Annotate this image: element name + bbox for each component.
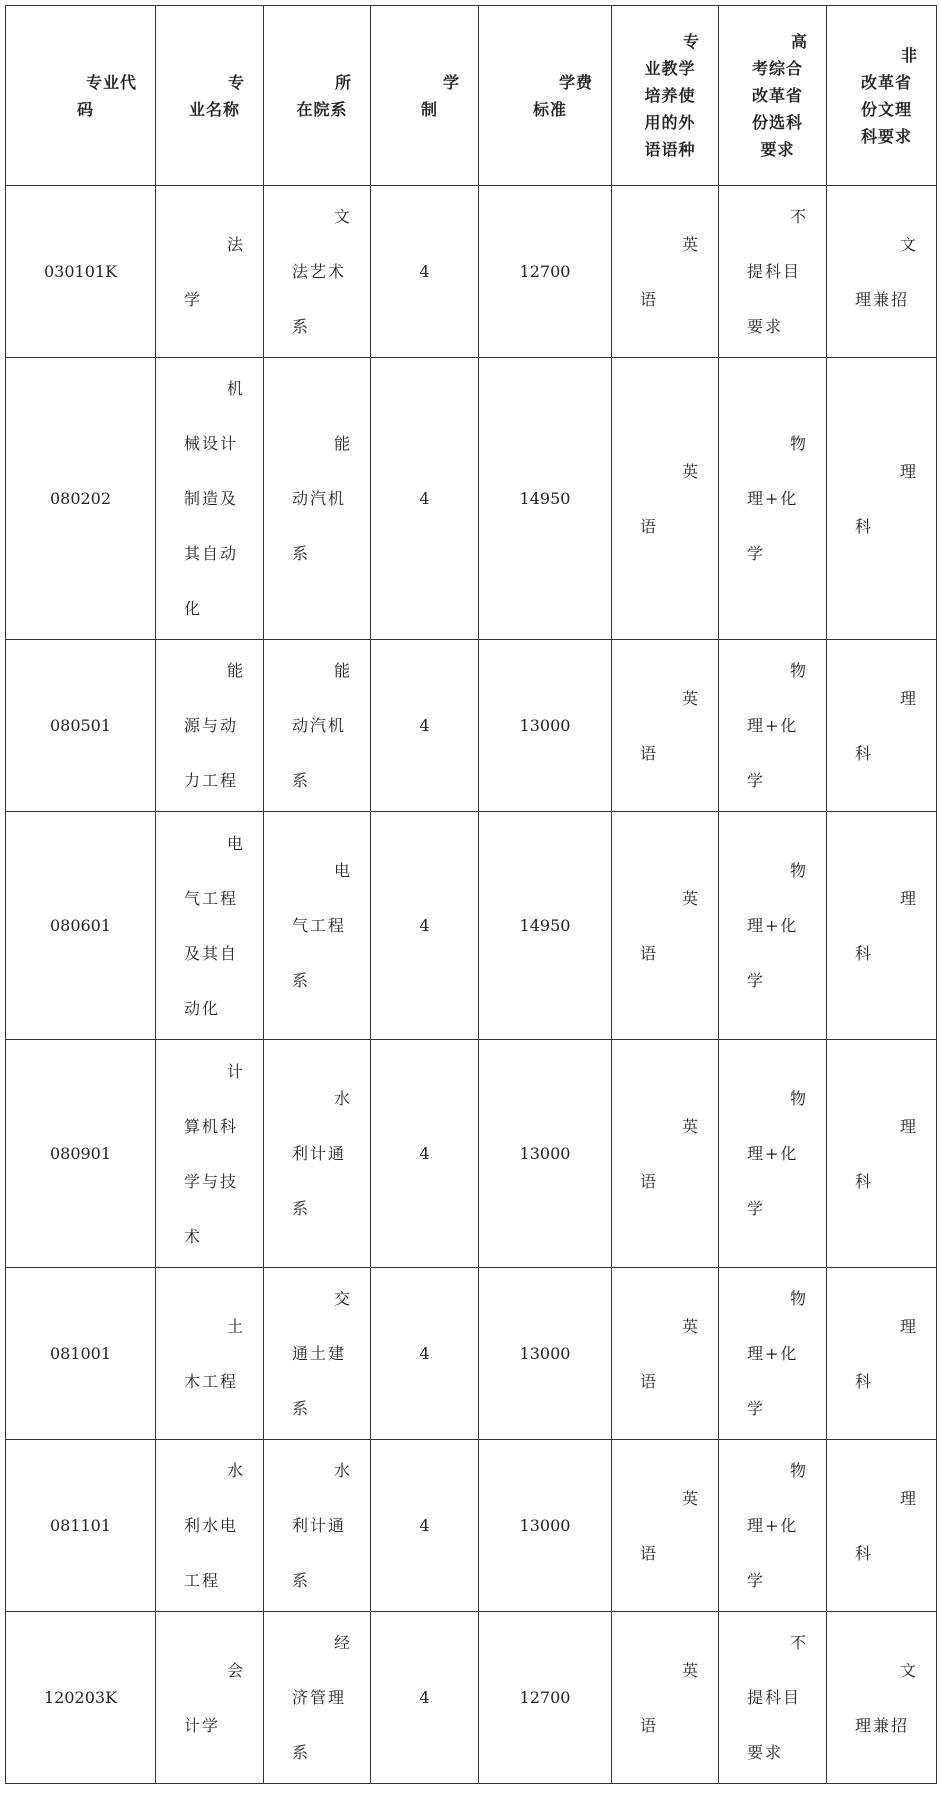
cell-text: 语 [640,943,659,963]
cell-text: 水 [333,1089,352,1108]
cell-major-name [156,1440,264,1612]
cell-text: 源与动 [184,716,239,735]
header-major-code [6,6,156,186]
cell-text: 能 [333,434,352,453]
cell-text: 气工程 [292,916,347,935]
cell-text: 学 [747,1571,766,1590]
cell-text: 系 [292,1199,311,1218]
cell-foreign-language [612,1612,719,1784]
cell-text: 及其自 [184,943,239,963]
cell-text: 13000 [519,716,571,735]
table-row [6,358,937,640]
cell-text: 080601 [49,916,112,935]
cell-text: 030101K [43,262,118,281]
cell-tuition [479,812,612,1040]
cell-text: 学 [747,1399,766,1418]
cell-text: 要求 [747,317,784,336]
cell-text: 计学 [184,1715,221,1735]
cell-major-code [6,1040,156,1268]
cell-text: 不 [789,1633,808,1652]
cell-text: 学 [747,1199,766,1218]
header-text: 科要求 [860,126,912,146]
cell-text: 语 [640,743,659,763]
header-text: 要求 [760,140,795,159]
cell-text: 动汽机 [292,489,347,508]
cell-text: 英 [681,1488,700,1508]
table-body [6,186,937,1784]
cell-arts-science [827,812,937,1040]
cell-department [264,1612,371,1784]
header-text: 制 [420,99,438,119]
cell-major-name [156,1268,264,1440]
header-text: 考综合 [751,59,803,78]
cell-text: 物 [789,1461,808,1480]
cell-arts-science [827,358,937,640]
header-text: 在院系 [296,99,348,119]
cell-text: 语 [640,1171,659,1191]
cell-text: 学 [747,971,766,990]
cell-gaokao-subjects [719,186,827,358]
cell-study-years [371,1612,479,1784]
header-text: 业教学 [644,59,696,78]
cell-major-name [156,640,264,812]
cell-foreign-language [612,186,719,358]
cell-text: 化 [184,599,203,618]
cell-text: 英 [681,688,700,708]
cell-text: 语 [640,516,659,536]
cell-text: 利计通 [292,1516,347,1535]
cell-text: 4 [419,1344,430,1363]
cell-text: 计 [226,1061,245,1081]
cell-major-name [156,186,264,358]
table-row [6,1440,937,1612]
cell-text: 4 [419,1144,430,1163]
cell-text: 4 [419,1516,430,1535]
cell-text: 械设计 [184,434,239,453]
header-text: 高 [790,32,808,51]
cell-department [264,186,371,358]
cell-text: 080901 [49,1144,112,1163]
cell-foreign-language [612,640,719,812]
cell-text: 木工程 [184,1371,239,1391]
cell-text: 利计通 [292,1144,347,1163]
cell-major-name [156,812,264,1040]
header-text: 专 [227,72,245,92]
cell-text: 13000 [519,1344,571,1363]
cell-tuition [479,358,612,640]
cell-text: 要求 [747,1743,784,1762]
cell-study-years [371,1440,479,1612]
cell-text: 理 [899,1316,918,1336]
header-text: 标准 [532,99,567,119]
cell-text: 4 [419,262,430,281]
cell-text: 120203K [43,1688,118,1707]
cell-study-years [371,640,479,812]
cell-text: 英 [681,888,700,908]
cell-study-years [371,812,479,1040]
cell-text: 气工程 [184,888,239,908]
header-text: 改革省 [751,86,803,105]
header-gaokao-subjects [719,6,827,186]
cell-text: 科 [855,943,874,963]
cell-text: 制造及 [184,489,239,508]
cell-text: 通土建 [292,1344,347,1363]
header-text: 非 [900,45,918,65]
cell-text: 物 [789,434,808,453]
cell-text: 法 [226,234,245,254]
header-text: 业名称 [188,99,240,119]
cell-text: 理兼招 [855,1715,910,1735]
cell-text: 科 [855,743,874,763]
cell-arts-science [827,186,937,358]
cell-text: 4 [419,916,430,935]
cell-text: 14950 [519,916,571,935]
cell-text: 学与技 [184,1171,239,1191]
cell-major-code [6,640,156,812]
cell-text: 动汽机 [292,716,347,735]
cell-text: 电 [333,861,352,880]
header-department [264,6,371,186]
header-text: 学费 [558,72,593,92]
header-foreign-language [612,6,719,186]
cell-major-code [6,1612,156,1784]
cell-text: 语 [640,1543,659,1563]
cell-gaokao-subjects [719,358,827,640]
cell-text: 文 [899,234,918,254]
cell-text: 理+化 [747,716,799,735]
table-row [6,640,937,812]
cell-text: 电 [226,833,245,853]
cell-text: 文 [899,1660,918,1680]
cell-text: 系 [292,544,311,563]
cell-text: 系 [292,1743,311,1762]
cell-text: 经 [333,1633,352,1652]
cell-text: 英 [681,1316,700,1336]
cell-major-code [6,186,156,358]
cell-text: 工程 [184,1571,221,1590]
header-text: 份文理 [860,99,912,119]
cell-text: 济管理 [292,1688,347,1707]
cell-text: 科 [855,1171,874,1191]
cell-text: 英 [681,1116,700,1136]
cell-text: 能 [226,661,245,680]
header-text: 所 [334,72,352,92]
cell-study-years [371,186,479,358]
cell-text: 英 [681,1660,700,1680]
header-text: 培养使 [644,86,696,105]
cell-text: 4 [419,1688,430,1707]
cell-foreign-language [612,1440,719,1612]
cell-text: 13000 [519,1516,571,1535]
cell-major-code [6,812,156,1040]
cell-gaokao-subjects [719,1268,827,1440]
cell-text: 物 [789,661,808,680]
cell-text: 4 [419,489,430,508]
cell-text: 理+化 [747,916,799,935]
cell-text: 系 [292,1399,311,1418]
cell-tuition [479,1040,612,1268]
cell-department [264,812,371,1040]
cell-text: 学 [184,289,203,309]
cell-text: 系 [292,971,311,990]
cell-major-name [156,1612,264,1784]
cell-tuition [479,1268,612,1440]
cell-major-code [6,1440,156,1612]
cell-text: 术 [184,1226,203,1246]
header-text: 改革省 [860,72,912,92]
cell-text: 理 [899,1488,918,1508]
cell-arts-science [827,1268,937,1440]
cell-text: 力工程 [184,771,239,790]
cell-tuition [479,1440,612,1612]
cell-text: 算机科 [184,1116,239,1136]
header-text: 语语种 [644,140,696,159]
cell-text: 提科目 [747,262,802,281]
header-row [6,6,937,186]
table-row [6,186,937,358]
cell-text: 科 [855,516,874,536]
cell-text: 土 [226,1316,245,1336]
cell-text: 14950 [519,489,571,508]
cell-text: 系 [292,317,311,336]
cell-tuition [479,186,612,358]
cell-text: 英 [681,234,700,254]
cell-text: 学 [747,771,766,790]
cell-gaokao-subjects [719,640,827,812]
cell-text: 理兼招 [855,289,910,309]
header-text: 学 [442,72,460,92]
cell-gaokao-subjects [719,1440,827,1612]
cell-tuition [479,640,612,812]
cell-text: 理+化 [747,1516,799,1535]
cell-arts-science [827,640,937,812]
cell-foreign-language [612,812,719,1040]
header-tuition [479,6,612,186]
table-row [6,812,937,1040]
cell-text: 水 [333,1461,352,1480]
cell-text: 物 [789,1289,808,1308]
cell-text: 提科目 [747,1688,802,1707]
cell-text: 080202 [49,489,112,508]
cell-department [264,640,371,812]
cell-text: 物 [789,1089,808,1108]
cell-text: 能 [333,661,352,680]
cell-gaokao-subjects [719,1612,827,1784]
cell-text: 水 [226,1461,245,1480]
cell-text: 会 [226,1660,245,1680]
cell-study-years [371,1268,479,1440]
cell-text: 利水电 [184,1516,239,1535]
cell-department [264,1440,371,1612]
cell-text: 文 [333,207,352,226]
cell-major-code [6,1268,156,1440]
cell-foreign-language [612,1268,719,1440]
cell-text: 系 [292,771,311,790]
cell-major-name [156,358,264,640]
majors-table [5,5,937,1784]
cell-arts-science [827,1440,937,1612]
cell-text: 理+化 [747,1344,799,1363]
cell-text: 4 [419,716,430,735]
cell-department [264,1268,371,1440]
cell-text: 动化 [184,998,221,1018]
header-arts-science [827,6,937,186]
cell-major-name [156,1040,264,1268]
cell-text: 语 [640,289,659,309]
header-text: 用的外 [644,113,696,132]
cell-arts-science [827,1040,937,1268]
header-study-years [371,6,479,186]
cell-arts-science [827,1612,937,1784]
cell-department [264,1040,371,1268]
cell-text: 不 [789,207,808,226]
header-text: 码 [76,99,94,119]
cell-text: 科 [855,1371,874,1391]
table-row [6,1268,937,1440]
header-major-name [156,6,264,186]
cell-major-code [6,358,156,640]
header-text: 专 [682,32,700,51]
cell-text: 理 [899,461,918,481]
header-text: 专业代 [85,72,137,92]
table-row [6,1612,937,1784]
cell-text: 13000 [519,1144,571,1163]
cell-study-years [371,358,479,640]
cell-text: 系 [292,1571,311,1590]
cell-text: 交 [333,1289,352,1308]
cell-text: 科 [855,1543,874,1563]
cell-text: 理 [899,688,918,708]
cell-text: 理+化 [747,1144,799,1163]
table-row [6,1040,937,1268]
header-text: 份选科 [751,113,803,132]
cell-tuition [479,1612,612,1784]
cell-study-years [371,1040,479,1268]
cell-text: 其自动 [184,544,239,563]
cell-department [264,358,371,640]
cell-text: 理 [899,1116,918,1136]
cell-text: 英 [681,461,700,481]
cell-text: 理 [899,888,918,908]
cell-text: 12700 [519,262,571,281]
cell-foreign-language [612,358,719,640]
cell-text: 理+化 [747,489,799,508]
cell-text: 080501 [49,716,112,735]
cell-text: 学 [747,544,766,563]
cell-text: 语 [640,1715,659,1735]
cell-foreign-language [612,1040,719,1268]
cell-gaokao-subjects [719,812,827,1040]
cell-text: 法艺术 [292,262,347,281]
cell-text: 081101 [49,1516,112,1535]
cell-text: 机 [226,379,245,398]
cell-text: 语 [640,1371,659,1391]
cell-text: 081001 [49,1344,112,1363]
cell-gaokao-subjects [719,1040,827,1268]
cell-text: 物 [789,861,808,880]
cell-text: 12700 [519,1688,571,1707]
